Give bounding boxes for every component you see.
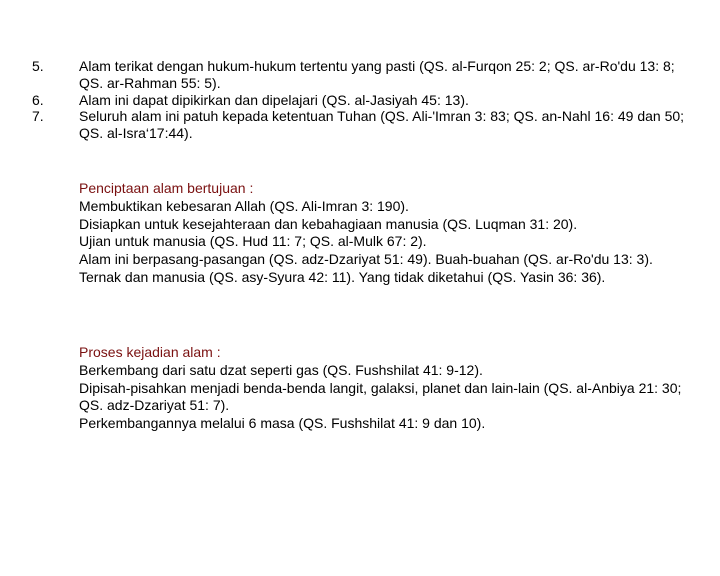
process-line: Dipisah-pisahkan menjadi benda-benda langit, galaksi, planet dan lain-lain (QS. al-Anbiya 21: 30; QS. adz-Dzariyat 51: 7). xyxy=(79,379,682,414)
numbered-list xyxy=(32,58,692,142)
process-line: Berkembang dari satu dzat seperti gas (QS. Fushshilat 41: 9-12). xyxy=(79,361,483,378)
process-heading: Proses kejadian alam : xyxy=(79,344,221,360)
purpose-section xyxy=(79,180,692,287)
list-item xyxy=(32,108,692,142)
list-item xyxy=(32,92,692,109)
purpose-line: Ujian untuk manusia (QS. Hud 11: 7; QS. al-Mulk 67: 2). xyxy=(79,233,427,250)
purpose-line: Alam ini berpasang-pasangan (QS. adz-Dzariyat 51: 49). Buah-buahan (QS. ar-Ro'du 13: 3). Ternak dan manusia (QS. asy-Syura 42: 11). Yang tidak diketahui (QS. Yasin 36: 36). xyxy=(79,251,653,285)
list-item-number: 7. xyxy=(32,108,44,125)
process-section xyxy=(79,344,692,433)
list-item-number: 5. xyxy=(32,58,44,74)
list-item-text: Alam terikat dengan hukum-hukum tertentu yang pasti (QS. al-Furqon 25: 2; QS. ar-Ro'du 13: 8; QS. ar-Rahman 55: 5). xyxy=(79,58,675,91)
list-item-text: Seluruh alam ini patuh kepada ketentuan Tuhan (QS. Ali-'Imran 3: 83; QS. an-Nahl 16: 49 dan 50; QS. al-Isra‘17:44). xyxy=(79,108,685,142)
purpose-line: Membuktikan kebesaran Allah (QS. Ali-Imran 3: 190). xyxy=(79,197,409,214)
process-line: Perkembangannya melalui 6 masa (QS. Fushshilat 41: 9 dan 10). xyxy=(79,415,486,432)
list-item xyxy=(32,58,692,92)
list-item-text: Alam ini dapat dipikirkan dan dipelajari (QS. al-Jasiyah 45: 13). xyxy=(79,91,469,108)
list-item-number: 6. xyxy=(32,91,44,108)
purpose-heading: Penciptaan alam bertujuan : xyxy=(79,180,254,196)
purpose-line: Disiapkan untuk kesejahteraan dan kebahagiaan manusia (QS. Luqman 31: 20). xyxy=(79,215,578,232)
